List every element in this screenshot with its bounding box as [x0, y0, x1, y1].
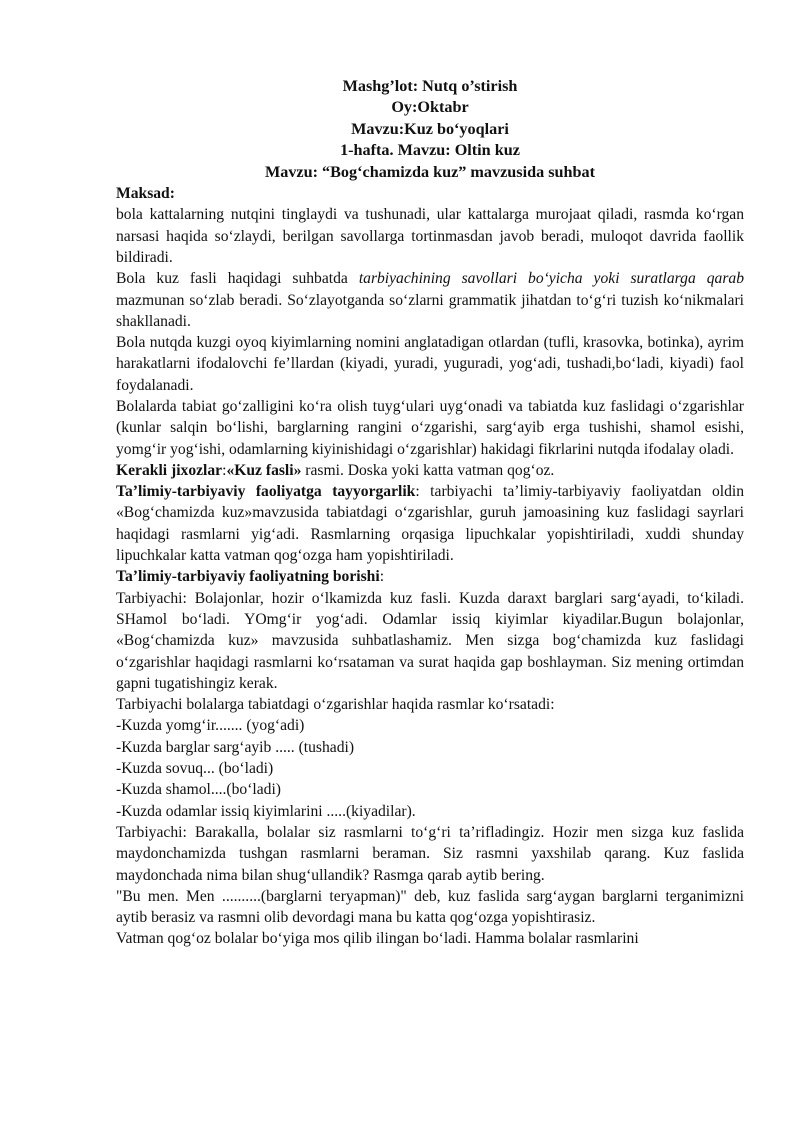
jihozlar-item: «Kuz fasli» [226, 461, 302, 479]
maksad-paragraph-1: bola kattalarning nutqini tinglaydi va tushunadi, ular kattalarga murojaat qiladi, rasmda ko‘rgan narsasi haqida so‘zlaydi, berilgan savollarga tortinmasdan javob beradi, muloqot davrida faollik bildiradi. [116, 206, 744, 266]
jihozlar-rest: rasmi. Doska yoki katta vatman qog‘oz. [301, 461, 555, 479]
borishi-paragraph-1: Tarbiyachi: Bolajonlar, hozir o‘lkamizda kuz fasli. Kuzda daraxt barglari sarg‘ayadi, to‘kiladi. SHamol bo‘ladi. YOmg‘ir yog‘adi. Odamlar issiq kiyimlar kiyadilar.Bugun bolajonlar, «Bog‘chamizda kuz» mavzusida suhbatlashamiz. Men sizga bog‘chamizda kuz faslidagi o‘zgarishlar haqidagi rasmlarni ko‘rsataman va surat haqida gap boshlayman. Siz mening ortimdan gapni tugatishingiz kerak. [116, 589, 744, 692]
tayyorgarlik-paragraph [116, 481, 744, 566]
maksad-p2-end: mazmunan so‘zlab beradi. So‘zlayotganda so‘zlarni grammatik jihatdan to‘g‘ri tuzish ko‘nikmalari shakllanadi. [116, 291, 744, 330]
maksad-paragraph-3: Bola nutqda kuzgi oyoq kiyimlarning nomini anglatadigan otlardan (tufli, krasovka, botinka), ayrim harakatlarni ifodalovchi fe’llardan (kiyadi, yuradi, yuguradi, yog‘adi, tushadi,bo‘ladi, kiyadi) faol foydalanadi. [116, 334, 744, 394]
header-week-topic: 1-hafta. Mavzu: Oltin kuz [340, 141, 520, 160]
jihozlar-colon: : [222, 461, 227, 479]
header-month: Oy:Oktabr [391, 98, 469, 117]
maksad-heading: Maksad: [116, 185, 175, 203]
jihozlar-label: Kerakli jixozlar [116, 461, 223, 479]
header-subject: Mashg’lot: Nutq o’stirish [342, 77, 518, 95]
header-lesson-topic: Mavzu: “Bog‘chamizda kuz” mavzusida suhbat [264, 162, 596, 181]
list-item: -Kuzda sovuq... (bo‘ladi) [116, 760, 274, 778]
document-header [116, 76, 744, 183]
tayyorgarlik-label: Ta’limiy-tarbiyaviy faoliyatga tayyorgarlik [116, 483, 416, 501]
borishi-heading [116, 566, 744, 587]
borishi-label: Ta’limiy-tarbiyaviy faoliyatning borishi [116, 568, 380, 586]
list-item: -Kuzda shamol....(bo‘ladi) [116, 781, 281, 799]
header-topic: Mavzu:Kuz bo‘yoqlari [351, 119, 509, 138]
borishi-colon: : [379, 568, 385, 586]
list-item: -Kuzda odamlar issiq kiyimlarini .....(kiyadilar). [116, 802, 416, 820]
tayyorgarlik-text: : tarbiyachi ta’limiy-tarbiyaviy faoliyatdan oldin «Bog‘chamizda kuz»mavzusida tabiatdagi o‘zgarishlar, guruh jamoasining kuz faslidagi sayrlari haqidagi rasmlarni yig‘adi. Rasmlarning orqasiga lipuchkalar yopishtiriladi, xuddi shunday lipuchkalar katta vatman qog‘ozga ham yopishtiriladi. [116, 483, 744, 565]
list-item: -Kuzda barglar sarg‘ayib ..... (tushadi) [116, 738, 355, 756]
maksad-paragraph-2 [116, 268, 744, 332]
maksad-paragraph-4: Bolalarda tabiat go‘zalligini ko‘ra olish tuyg‘ulari uyg‘onadi va tabiatda kuz faslidagi o‘zgarishlar (kunlar salqin bo‘lishi, barglarning rangini o‘zgarishi, sarg‘ayib erga tushishi, shamol esishi, yomg‘ir yog‘ishi, odamlarning kiyinishidagi o‘zgarishlar) hakidagi fikrlarini nutqda ifodalay oladi. [116, 398, 744, 458]
borishi-paragraph-4: "Bu men. Men ..........(barglarni teryapman)" deb, kuz faslida sarg‘aygan barglarni terganimizni aytib berasiz va rasmni olib devordagi mana bu katta qog‘ozga yopishtirasiz. [116, 887, 744, 927]
maksad-p2-italic: tarbiyachining savollari bo‘yicha yoki suratlarga qarab [358, 270, 744, 288]
borishi-paragraph-5: Vatman qog‘oz bolalar bo‘yiga mos qilib ilingan bo‘ladi. Hamma bolalar rasmlarini [116, 930, 639, 948]
list-item: -Kuzda yomg‘ir....... (yog‘adi) [116, 717, 305, 735]
jihozlar-paragraph [116, 460, 744, 481]
maksad-p2-start: Bola kuz fasli haqidagi suhbatda [116, 270, 359, 288]
borishi-paragraph-3: Tarbiyachi: Barakalla, bolalar siz rasmlarni to‘g‘ri ta’rifladingiz. Hozir men sizga kuz faslida maydonchamizda tushgan rasmlarni beraman. Siz rasmni yaxshilab qarang. Kuz faslida maydonchada nima bilan shug‘ullandik? Rasmga qarab aytib bering. [116, 823, 744, 884]
borishi-paragraph-2: Tarbiyachi bolalarga tabiatdagi o‘zgarishlar haqida rasmlar ko‘rsatadi: [116, 696, 555, 714]
